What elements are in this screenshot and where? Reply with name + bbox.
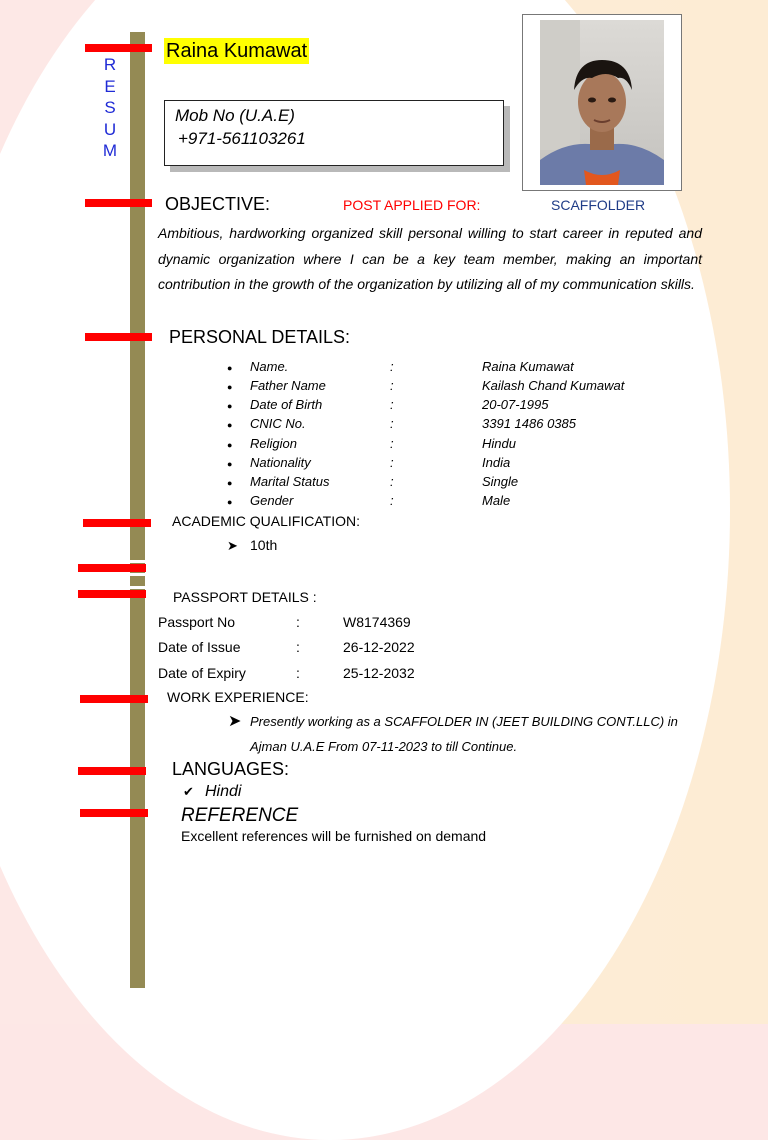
contact-box <box>164 100 504 166</box>
section-marker-bar <box>80 695 148 703</box>
reference-text: Excellent references will be furnished on demand <box>181 828 487 844</box>
detail-label: Gender <box>250 493 294 508</box>
bullet-icon: ● <box>227 440 233 450</box>
detail-separator: : <box>390 436 394 451</box>
language-item: Hindi <box>205 783 242 800</box>
detail-separator: : <box>390 359 394 374</box>
passport-heading: PASSPORT DETAILS : <box>173 589 317 605</box>
resume-letter: R <box>103 55 117 74</box>
detail-separator: : <box>390 493 394 508</box>
section-marker-bar <box>85 333 152 341</box>
passport-label: Passport No <box>158 614 236 630</box>
passport-value: 26-12-2022 <box>343 639 415 655</box>
reference-heading: REFERENCE <box>181 805 299 826</box>
detail-label: Date of Birth <box>250 397 323 412</box>
arrow-bullet-icon: ➤ <box>227 538 238 553</box>
detail-value: Raina Kumawat <box>482 359 574 374</box>
work-experience-heading: WORK EXPERIENCE: <box>167 689 309 705</box>
passport-label: Date of Expiry <box>158 665 246 681</box>
resume-vertical-letters <box>101 54 119 162</box>
bullet-icon: ● <box>227 401 233 411</box>
check-icon: ✔ <box>183 784 194 799</box>
bullet-icon: ● <box>227 459 233 469</box>
detail-separator: : <box>390 378 394 393</box>
detail-label: Name. <box>250 359 289 374</box>
passport-label: Date of Issue <box>158 639 241 655</box>
objective-paragraph: Ambitious, hardworking organized skill personal willing to start career in reputed and dynamic organization where I can be a key team member, making an important contribution in the growth of the organization by utilizing all of my communication skills. <box>158 225 702 292</box>
section-marker-bar <box>83 519 151 527</box>
resume-letter: M <box>102 141 118 160</box>
candidate-name: Raina Kumawat <box>166 40 308 62</box>
spine-divider <box>128 573 148 576</box>
detail-separator: : <box>390 455 394 470</box>
profile-photo <box>540 20 664 185</box>
passport-value: 25-12-2032 <box>343 665 415 681</box>
mobile-label: Mob No (U.A.E) <box>175 106 295 125</box>
bullet-icon: ● <box>227 363 233 373</box>
detail-value: 3391 1486 0385 <box>482 416 576 431</box>
detail-label: Marital Status <box>250 474 330 489</box>
photo-frame <box>522 14 682 191</box>
detail-value: India <box>482 455 511 470</box>
section-marker-bar <box>78 767 146 775</box>
detail-value: Male <box>482 493 511 508</box>
passport-separator: : <box>296 639 300 655</box>
bullet-icon: ● <box>227 382 233 392</box>
languages-heading: LANGUAGES: <box>172 759 290 779</box>
detail-separator: : <box>390 416 394 431</box>
post-applied-label: POST APPLIED FOR: <box>343 197 481 213</box>
work-experience-line-2: Ajman U.A.E From 07-11-2023 to till Continue. <box>250 739 518 754</box>
detail-value: Single <box>482 474 519 489</box>
detail-separator: : <box>390 397 394 412</box>
post-applied-value: SCAFFOLDER <box>551 197 646 213</box>
section-marker-bar <box>78 590 146 598</box>
bullet-icon: ● <box>227 478 233 488</box>
spine-divider <box>128 586 148 589</box>
resume-letter: U <box>103 119 117 139</box>
resume-letter: E <box>104 76 116 96</box>
section-marker-bar <box>78 564 146 572</box>
passport-value: W8174369 <box>343 614 411 630</box>
detail-separator: : <box>390 474 394 489</box>
spine-divider <box>128 560 148 563</box>
personal-details-heading: PERSONAL DETAILS: <box>169 327 351 347</box>
objective-heading: OBJECTIVE: <box>165 194 271 214</box>
section-marker-bar <box>85 44 152 52</box>
detail-label: Nationality <box>250 455 311 470</box>
mobile-number: +971-561103261 <box>178 129 306 148</box>
passport-separator: : <box>296 665 300 681</box>
detail-label: Father Name <box>250 378 326 393</box>
section-marker-bar <box>85 199 152 207</box>
bullet-icon: ● <box>227 420 233 430</box>
arrow-bullet-icon: ➤ <box>228 713 242 730</box>
detail-value: 20-07-1995 <box>482 397 549 412</box>
detail-value: Kailash Chand Kumawat <box>482 378 625 393</box>
academic-heading: ACADEMIC QUALIFICATION: <box>172 513 360 529</box>
detail-label: Religion <box>250 436 297 451</box>
resume-letter: S <box>104 98 116 117</box>
bullet-icon: ● <box>227 497 233 507</box>
detail-value: Hindu <box>482 436 516 451</box>
passport-separator: : <box>296 614 300 630</box>
academic-item: 10th <box>250 537 278 553</box>
work-experience-line-1: Presently working as a SCAFFOLDER IN (JEET BUILDING CONT.LLC) in <box>250 714 678 729</box>
detail-label: CNIC No. <box>250 416 306 431</box>
section-marker-bar <box>80 809 148 817</box>
timeline-spine <box>130 32 145 988</box>
